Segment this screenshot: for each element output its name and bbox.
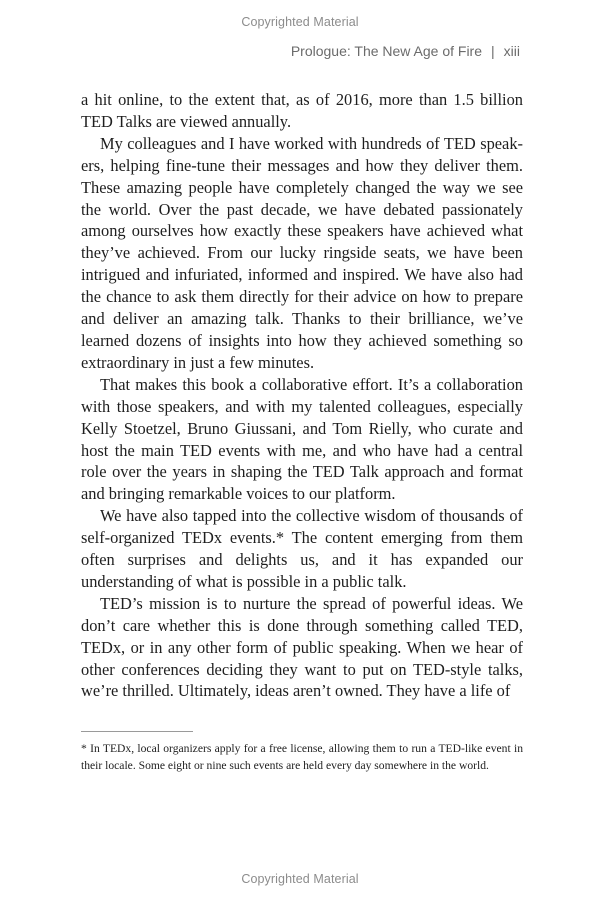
paragraph-2: My colleagues and I have worked with hundreds of TED speakers, helping fine-tune their messages and how they deliver them. These amazing people have completely changed the way we see the world. Over the past decade, we have debated passionately among ourselves how exactly these speakers have achieved what they’ve achieved. From our lucky ringside seats, we have been intrigued and infuriated, informed and inspired. We have also had the chance to ask them directly for their advice on how to prepare and deliver an amazing talk. Thanks to their brilliance, we’ve learned dozens of insights into how they achieved something so extraordinary in just a few minutes. (81, 133, 523, 372)
copyright-watermark-top: Copyrighted Material (241, 15, 359, 29)
copyright-watermark-bottom: Copyrighted Material (241, 872, 359, 886)
paragraph-4: We have also tapped into the collective wisdom of thousands of self-organized TEDx events.* The content emerging from them often surprises and delights us, and it has expanded our understanding of what is possible in a public talk. (81, 506, 523, 591)
page-number: xiii (503, 43, 520, 59)
body-text (81, 89, 523, 702)
paragraph-3: That makes this book a collaborative effort. It’s a collaboration with those speakers, and with my talented colleagues, especially Kelly Stoetzel, Bruno Giussani, and Tom Rielly, who curate and host the main TED events with me, and who have had a central role over the years in shaping the TED Talk approach and format and bringing remarkable voices to our platform. (81, 374, 523, 504)
paragraph-1: a hit online, to the extent that, as of 2016, more than 1.5 billion TED Talks are viewed annually. (81, 90, 523, 131)
chapter-title: Prologue: The New Age of Fire (290, 43, 483, 59)
footnote-rule (81, 731, 193, 732)
footnote: * In TEDx, local organizers apply for a free license, allowing them to run a TED-like event in their locale. Some eight or nine such events are held every day somewhere in the world. (81, 742, 523, 772)
running-header (291, 43, 520, 59)
header-separator: | (491, 43, 495, 59)
paragraph-5: TED’s mission is to nurture the spread of powerful ideas. We don’t care whether this is done through something called TED, TEDx, or in any other form of public speaking. When we hear of other conferences deciding they want to put on TED-style talks, we’re thrilled. Ultimately, ideas aren’t owned. They have a life of (81, 593, 523, 701)
